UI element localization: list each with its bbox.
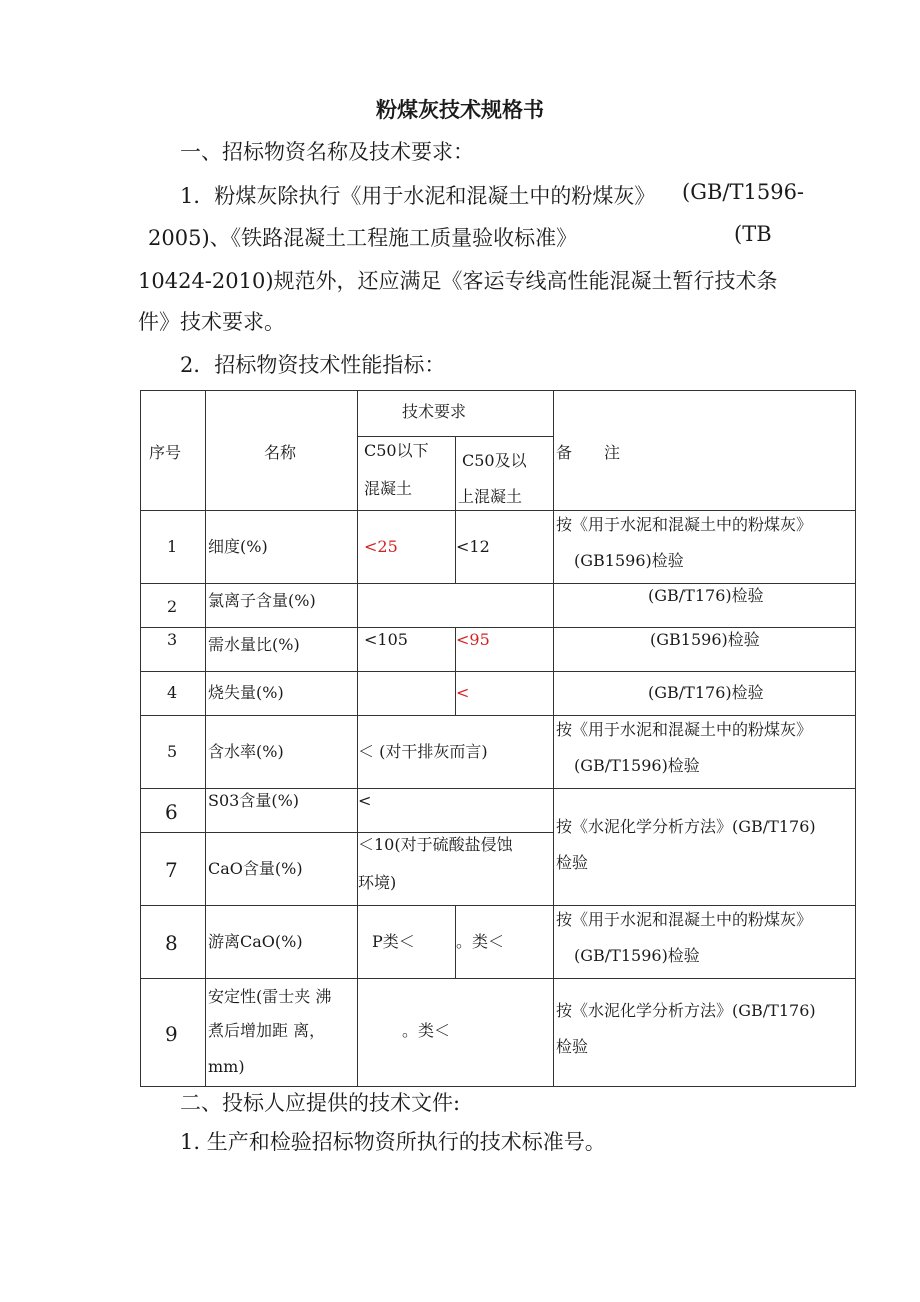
table-cell	[358, 789, 554, 833]
table-row	[141, 584, 856, 628]
table-cell-text: 序号	[149, 443, 182, 462]
table-cell-text: 8	[165, 931, 178, 955]
para1-line1: 1．粉煤灰除执行《用于水泥和混凝土中的粉煤灰》	[180, 184, 656, 208]
section1-heading: 一、招标物资名称及技术要求：	[180, 140, 474, 164]
table-cell-text: 烧失量(%)	[208, 683, 284, 702]
table-cell-text: ＜10(对于硫酸盐侵蚀	[358, 835, 513, 854]
row-value-a	[358, 511, 456, 584]
table-cell	[554, 672, 856, 716]
table-cell-text: P类＜	[372, 932, 415, 951]
table-cell-text: <105	[364, 630, 408, 649]
table-cell	[456, 628, 554, 672]
table-cell	[141, 789, 206, 833]
table-cell-text: 按《用于水泥和混凝土中的粉煤灰》	[556, 515, 813, 534]
header-note	[554, 391, 856, 511]
para2: 2．招标物资技术性能指标：	[180, 353, 446, 377]
table-cell-text: (GB1596)检验	[650, 630, 760, 649]
table-cell-text: (GB/T176)检验	[648, 683, 764, 702]
table-cell	[554, 584, 856, 628]
table-cell	[206, 906, 358, 979]
para1-line3: 10424-2010)规范外，还应满足《客运专线高性能混凝土暂行技术条	[138, 269, 778, 293]
table-cell	[206, 716, 358, 789]
row-note	[554, 511, 856, 584]
table-cell-text: 按《水泥化学分析方法》(GB/T176)	[556, 817, 816, 836]
table-row	[141, 628, 856, 672]
table-cell-text: 备 注	[556, 443, 621, 462]
table-cell-text: CaO含量(%)	[208, 859, 303, 878]
para1-line1-code: (GB/T1596-	[682, 180, 805, 204]
table-cell	[141, 672, 206, 716]
table-row	[141, 716, 856, 789]
para1-line2-code: (TB	[734, 222, 772, 246]
table-cell-text: 按《水泥化学分析方法》(GB/T176)	[556, 1001, 816, 1020]
section2-heading: 二、投标人应提供的技术文件:	[180, 1091, 461, 1115]
table-cell-text: 。类＜	[456, 932, 505, 951]
table-cell-text: 上混凝土	[458, 487, 523, 506]
table-cell	[206, 979, 358, 1087]
table-cell	[358, 833, 554, 906]
table-cell	[456, 906, 554, 979]
table-cell-text: 9	[165, 1022, 178, 1046]
header-c50-above	[456, 437, 554, 511]
table-cell-text: 含水率(%)	[208, 742, 284, 761]
table-cell-text: 7	[165, 858, 178, 882]
table-cell	[358, 672, 456, 716]
table-cell	[358, 716, 554, 789]
spec-table	[140, 390, 856, 1087]
table-row	[141, 906, 856, 979]
table-cell-text: 细度(%)	[208, 537, 268, 556]
table-cell	[206, 584, 358, 628]
table-cell	[141, 628, 206, 672]
table-cell-text: 检验	[556, 853, 589, 872]
table-cell-text: ＜ (对干排灰而言)	[358, 742, 488, 761]
table-cell-text: C50以下	[364, 441, 429, 460]
table-cell	[141, 979, 206, 1087]
table-cell	[206, 672, 358, 716]
header-c50-below	[358, 437, 456, 511]
table-cell-text: <	[456, 683, 470, 702]
table-cell-text: 。类＜	[402, 1021, 451, 1040]
header-tech-req	[358, 391, 554, 437]
table-row	[141, 672, 856, 716]
table-cell-text: 2	[167, 597, 178, 616]
table-cell	[358, 906, 456, 979]
table-cell-text: 5	[167, 742, 178, 761]
table-cell-text: S03含量(%)	[208, 791, 300, 810]
table-cell	[206, 628, 358, 672]
para3: 1. 生产和检验招标物资所执行的技术标准号。	[180, 1130, 606, 1154]
table-cell-text: C50及以	[462, 451, 527, 470]
table-row	[141, 979, 856, 1087]
table-cell-text: 按《用于水泥和混凝土中的粉煤灰》	[556, 910, 813, 929]
table-cell	[554, 628, 856, 672]
table-cell-text: 名称	[264, 443, 297, 462]
table-cell-text: 检验	[556, 1037, 589, 1056]
table-cell	[554, 716, 856, 789]
table-cell	[141, 716, 206, 789]
header-no	[141, 391, 206, 511]
table-cell-text: 游离CaO(%)	[208, 932, 303, 951]
row-name	[206, 511, 358, 584]
table-cell-text: 1	[167, 537, 178, 556]
table-cell	[358, 979, 554, 1087]
note-chem-analysis	[554, 789, 856, 906]
table-cell-text: 4	[167, 683, 178, 702]
table-row	[141, 789, 856, 833]
table-cell-text: 需水量比(%)	[208, 635, 300, 654]
table-cell	[554, 979, 856, 1087]
table-cell-text: <25	[364, 537, 398, 556]
table-cell	[141, 833, 206, 906]
table-cell-text: 煮后增加距 离，	[208, 1021, 326, 1040]
para1-line4: 件》技术要求。	[138, 310, 285, 334]
table-cell-text: (GB/T1596)检验	[574, 946, 700, 965]
table-cell-text: <12	[456, 537, 490, 556]
table-cell-text: mm)	[208, 1057, 245, 1076]
table-cell	[358, 628, 456, 672]
table-cell-text: <	[358, 791, 372, 810]
table-cell	[358, 584, 554, 628]
table-cell	[141, 584, 206, 628]
row-no	[141, 511, 206, 584]
table-cell-text: (GB/T176)检验	[648, 586, 764, 605]
row-value-b	[456, 511, 554, 584]
table-cell	[206, 789, 358, 833]
table-cell-text: (GB/T1596)检验	[574, 756, 700, 775]
table-cell	[141, 906, 206, 979]
table-cell-text: 技术要求	[402, 402, 467, 421]
table-cell	[456, 672, 554, 716]
table-cell	[206, 833, 358, 906]
table-cell-text: (GB1596)检验	[574, 551, 684, 570]
para1-line2: 2005)、《铁路混凝土工程施工质量验收标准》	[148, 226, 578, 250]
table-cell	[554, 906, 856, 979]
table-row	[141, 511, 856, 584]
table-cell-text: 混凝土	[364, 479, 413, 498]
table-cell-text: 安定性(雷士夹 沸	[208, 987, 332, 1006]
table-cell-text: 按《用于水泥和混凝土中的粉煤灰》	[556, 720, 813, 739]
table-cell-text: 6	[165, 800, 178, 824]
header-name	[206, 391, 358, 511]
table-cell-text: <95	[456, 630, 490, 649]
document-title: 粉煤灰技术规格书	[376, 97, 544, 122]
table-cell-text: 3	[167, 630, 178, 649]
table-cell-text: 环境)	[358, 873, 397, 892]
table-cell-text: 氯离子含量(%)	[208, 591, 316, 610]
